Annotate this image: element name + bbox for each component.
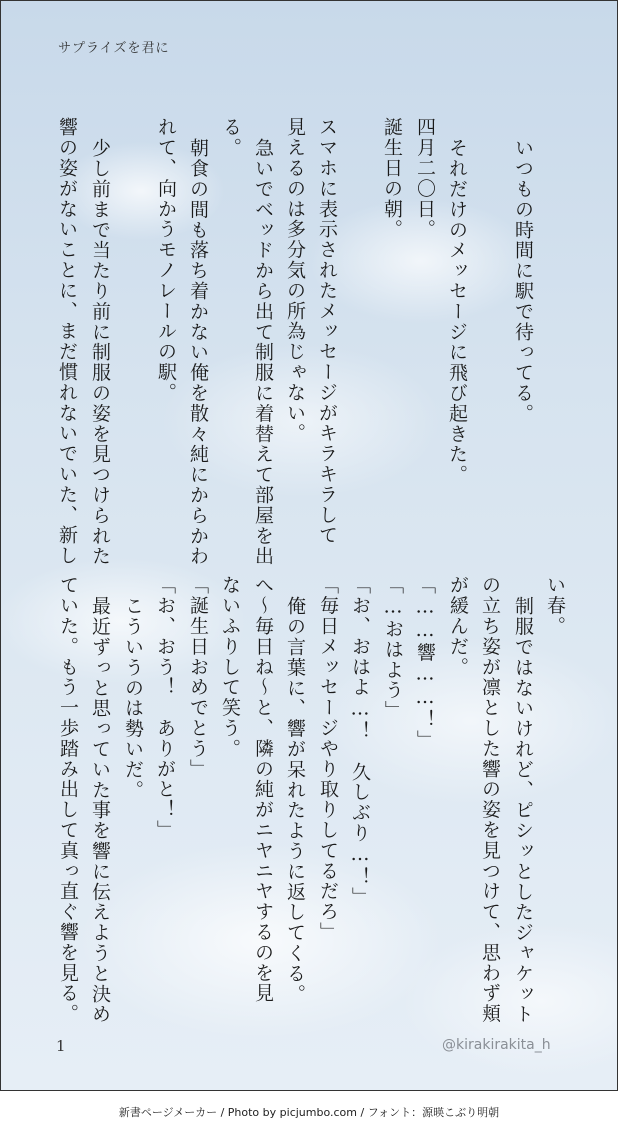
text-line: 誕生日の朝。 [381, 117, 403, 240]
text-line: い春。 [544, 575, 566, 637]
text-line: の立ち姿が凛とした響の姿を見つけて、思わず頬 [479, 575, 501, 1024]
text-line: 「…おはよう」 [382, 575, 404, 721]
text-line: こういうのは勢いだ。 [122, 596, 144, 800]
text-line: ていた。もう一歩踏み出して真っ直ぐ響を見る。 [57, 575, 79, 1024]
page-header-title: サプライズを君に [58, 41, 170, 56]
text-line: 少し前まで当たり前に制服の姿を見つけられた [89, 138, 111, 567]
text-line: が緩んだ。 [447, 575, 469, 677]
text-line: ないふりして笑う。 [219, 575, 241, 759]
text-line: 「毎日メッセージやり取りしてるだろ」 [317, 575, 339, 943]
author-handle: @kirakirakita_h [442, 1037, 551, 1053]
text-line: 朝食の間も落ち着かない俺を散々純にからかわ [187, 138, 209, 567]
text-line: 見えるのは多分気の所為じゃない。 [284, 117, 306, 444]
text-line: 「お、おう！ ありがと！」 [154, 575, 176, 841]
text-line: 響の姿がないことに、まだ慣れないでいた、新し [56, 117, 78, 566]
text-line: いつもの時間に駅で待ってる。 [512, 138, 534, 424]
text-line: それだけのメッセージに飛び起きた。 [446, 138, 468, 485]
text-line: へ～毎日ね～と、隣の純がニヤニヤするのを見 [252, 575, 274, 1004]
text-line: 「……響……！」 [414, 575, 436, 751]
text-line: 急いでベッドから出て制服に着替えて部屋を出 [252, 138, 274, 567]
text-line: る。 [220, 117, 242, 158]
text-line: スマホに表示されたメッセージがキラキラして [316, 117, 338, 546]
credit-footer: 新書ページメーカー / Photo by picjumbo.com / フォント：源暎こぶり明朝 [118, 1106, 500, 1119]
page-number: 1 [56, 1037, 66, 1055]
text-line: れて、向かうモノレールの駅。 [155, 117, 177, 403]
text-line: 「お、おはよ…！ 久しぶり…！」 [349, 575, 371, 908]
text-line: 制服ではないけれど、ピシッとしたジャケット [512, 596, 534, 1025]
text-line: 俺の言葉に、響が呆れたように返してくる。 [284, 596, 306, 1004]
text-line: 「誕生日おめでとう」 [187, 575, 209, 779]
text-line: 最近ずっと思っていた事を響に伝えようと決め [89, 596, 111, 1025]
text-line: 四月二〇日。 [414, 117, 436, 240]
